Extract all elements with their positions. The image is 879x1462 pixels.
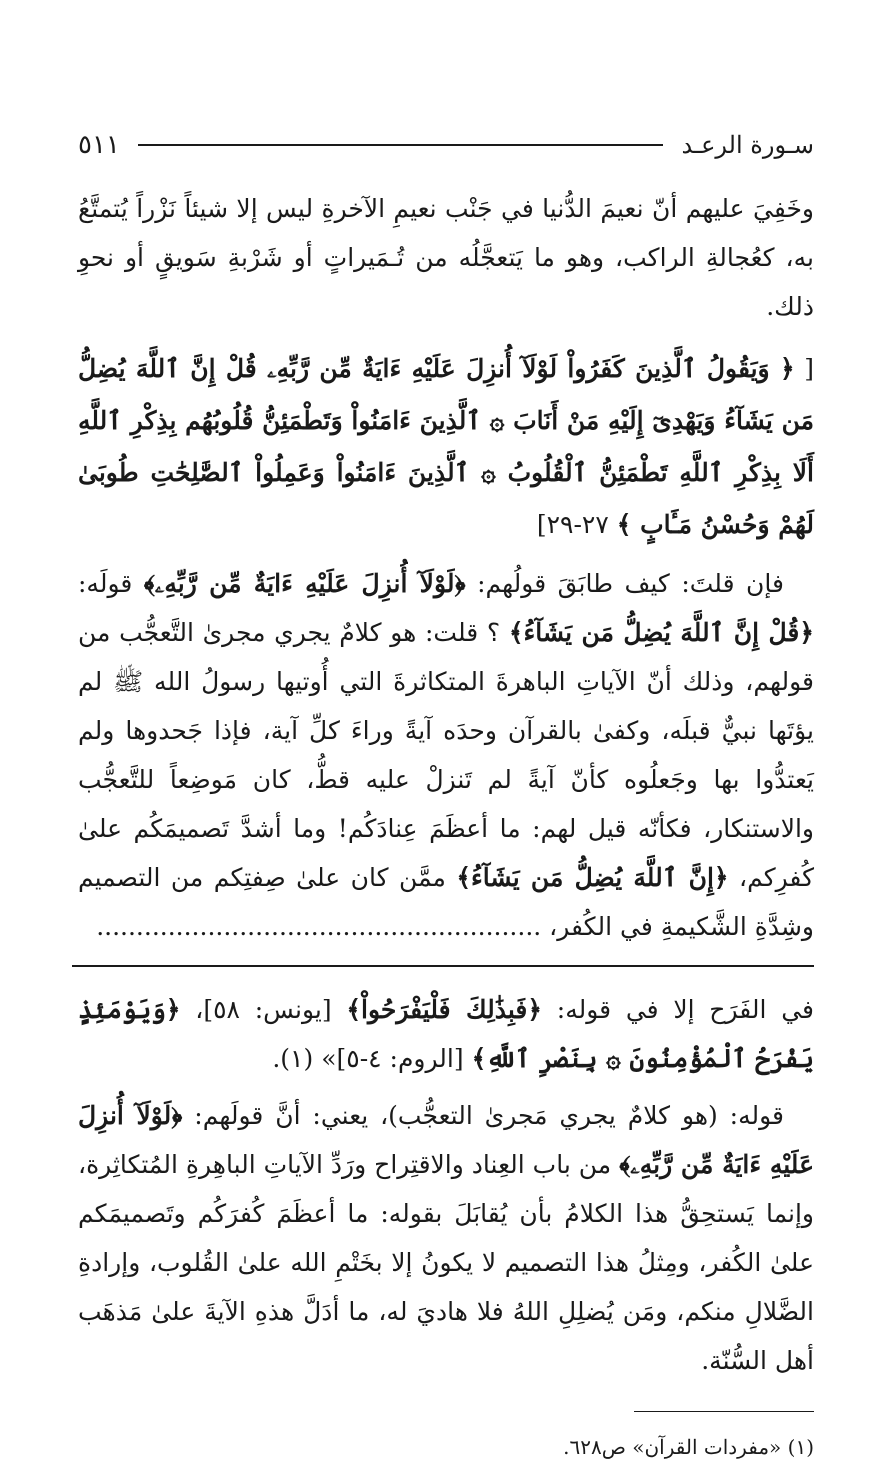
citation: [يونس: ٥٨]، [195, 995, 332, 1024]
citation: [الروم: ٤-٥]» [321, 1044, 464, 1073]
page [78, 120, 814, 1462]
text-segment: في الفَرَح إلا في قوله: [556, 995, 814, 1024]
quran-quote: ﴿إِنَّ ٱللَّهَ يُضِلُّ مَن يَشَآءُ﴾ [456, 863, 729, 892]
text-segment: من باب العِناد والاقتِراح ورَدِّ الآياتِ الباهِرةِ المُتكاثِرة، وإنما يَستحِقُّ هذا الكلامُ بأن يُقابَلَ بقوله: ما أعظَمَ كُفرَكُم وتَصميمَكم علىٰ الكُفر، ومِثلُ هذا التصميم لا يكونُ إلا بخَتْمِ الله علىٰ القُلوب، وإرادةِ الضَّلالِ منكم، ومَن يُضلِلِ اللهُ فلا هاديَ له، ما أدَلَّ هذهِ الآيةَ علىٰ مَذهَب أهل السُّنّة. [78, 1150, 814, 1375]
quran-quote: ﴿قُلْ إِنَّ ٱللَّهَ يُضِلُّ مَن يَشَآءُ﴾ [508, 618, 814, 647]
quran-verse-text: ﴿ وَيَقُولُ ٱلَّذِينَ كَفَرُواْ لَوْلَآ أُنزِلَ عَلَيْهِ ءَايَةٌ مِّن رَّبِّهِۦ قُلْ إِنَّ ٱللَّهَ يُضِلُّ مَن يَشَآءُ وَيَهْدِىٓ إِلَيْهِ مَنْ أَنَابَ ۞ ٱلَّذِينَ ءَامَنُواْ وَتَطْمَئِنُّ قُلُوبُهُم بِذِكْرِ ٱللَّهِ أَلَا بِذِكْرِ ٱللَّهِ تَطْمَئِنُّ ٱلْقُلُوبُ ۞ ٱلَّذِينَ ءَامَنُواْ وَعَمِلُواْ ٱلصَّٰلِحَٰتِ طُوبَىٰ لَهُمْ وَحُسْنُ مَـَٔابٍ ﴾ [78, 354, 814, 539]
text-segment: فإن قلتَ: كيف طابَقَ قولُهم: [477, 569, 784, 598]
text-segment: قوله: (هو كلامٌ يجري مَجرىٰ التعجُّب)، يعني: أنَّ قولَهم: [194, 1101, 784, 1130]
ellipsis-dots: ........................................................ [96, 912, 542, 941]
quran-quote: ﴿لَوْلَآ أُنزِلَ عَلَيْهِ ءَايَةٌ مِّن رَّبِّهِۦ﴾ [78, 1101, 815, 1179]
quran-quote: ﴿وَيَوْمَئِذٍ يَفْرَحُ ٱلْمُؤْمِنُونَ ۞ بِنَصْرِ ٱللَّهِ﴾ [78, 995, 814, 1073]
verse-open-bracket: [ [804, 354, 814, 383]
footnote-marker: (١). [272, 1044, 314, 1073]
quran-quote: ﴿لَوْلَآ أُنزِلَ عَلَيْهِ ءَايَةٌ مِّن رَّبِّهِۦ﴾ [143, 569, 466, 598]
paragraph-question [78, 559, 814, 951]
verse-reference: ٢٧-٢٩] [536, 510, 609, 539]
surah-name: سـورة الرعـد [681, 131, 814, 159]
footnote: (١) «مفردات القرآن» ص٦٢٨. [563, 1435, 814, 1459]
text-segment: ؟ قلت: هو كلامٌ يجري مجرىٰ التَّعجُّب من قولهم، وذلك أنّ الآياتِ الباهرةَ المتكاثرةَ التي أُوتيها رسولُ الله ﷺ لم يؤتَها نبيٌّ قبلَه، وكفىٰ بالقرآن وحدَه آيةً وراءَ كلِّ آية، فإذا جَحدوها ولم يَعتدُّوا بها وجَعلُوه كأنّ آيةً لم تَنزلْ عليه قطُّ، كان مَوضِعاً للتَّعجُّب والاستنكار، فكأنّه قيل لهم: ما أعظَمَ عِنادَكُم! وما أشدَّ تَصميمَكُم علىٰ كُفرِكم، [78, 618, 814, 892]
header-rule [138, 144, 664, 146]
text-segment: ممَّن كان علىٰ صِفتِكم من التصميم وشِدَّةِ الشَّكيمةِ في الكُفر، [78, 863, 814, 941]
section-divider [72, 965, 814, 967]
quran-verse-block [78, 343, 814, 551]
footnote-rule [634, 1411, 814, 1412]
page-header [78, 120, 814, 170]
quran-quote: ﴿فَبِذَٰلِكَ فَلْيَفْرَحُواْ﴾ [346, 995, 543, 1024]
page-number: ٥١١ [78, 130, 120, 160]
paragraph-continuation [78, 985, 814, 1083]
text-segment: قولَه: [78, 569, 133, 598]
paragraph-commentary-2 [78, 1091, 814, 1385]
paragraph-commentary-1: وخَفِيَ عليهم أنّ نعيمَ الدُّنيا في جَنْب نعيمِ الآخرةِ ليس إلا شيئاً نَزْراً يُتمتَّعُ به، كعُجالةِ الراكب، وهو ما يَتعجَّلُه من تُـمَيراتٍ أو شَرْبةِ سَويقٍ أو نحوِ ذلك. [78, 194, 814, 321]
